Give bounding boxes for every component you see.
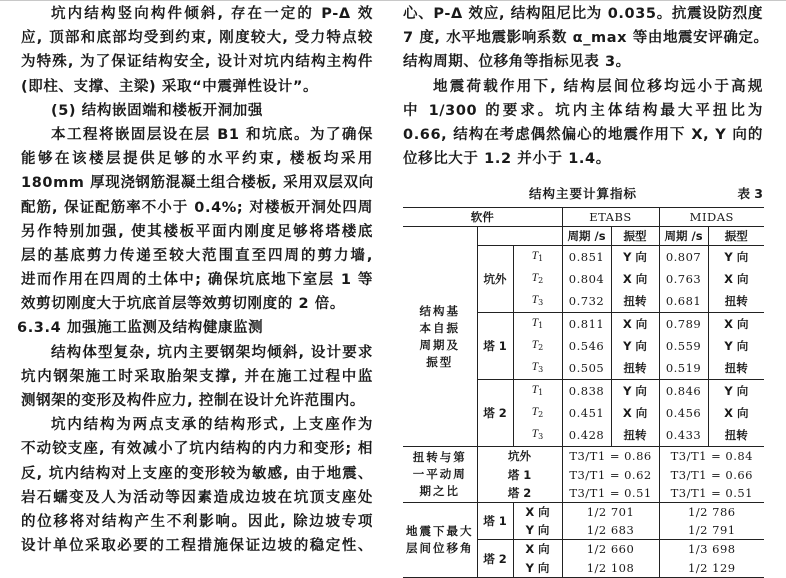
etabs-period: 0.851: [562, 246, 611, 269]
text-line: 本工程将嵌固层设在层 B1 和坑底。为了确保: [51, 126, 373, 143]
page-top-border: [0, 0, 786, 1]
text-line: 层的基底剪力传递至较大范围直至四周的剪力墙,: [21, 247, 373, 264]
table-caption: [403, 184, 763, 204]
label-line: 振型: [426, 354, 454, 369]
left-column: [17, 2, 374, 558]
midas-mode: Y 向: [708, 246, 764, 269]
etabs-period: 0.811: [562, 313, 611, 336]
period-index: 2: [538, 343, 544, 353]
period-symbol: T: [531, 250, 539, 263]
etabs-mode: Y 向: [611, 246, 659, 269]
right-column: [403, 2, 769, 171]
subheading-embedment: (5) 结构嵌固端和楼板开洞加强: [51, 102, 263, 119]
etabs-ratio: T3/T1 = 0.62: [562, 466, 659, 484]
text-line: 7 度, 水平地震影响系数 α_max 等由地震安评确定。: [403, 30, 769, 47]
midas-drift: 1/3 698: [659, 540, 764, 559]
paragraph-construction-monitoring: [21, 341, 373, 414]
text-line: 不动铰支座, 有效减小了坑内结构的内力和变形; 相: [21, 441, 373, 458]
table-title: 结构主要计算指标: [529, 186, 638, 201]
text-line: 能够在该楼层提供足够的水平约束, 楼板均采用: [21, 151, 373, 168]
period-symbol: T: [531, 272, 539, 285]
midas-ratio: T3/T1 = 0.51: [670, 485, 753, 500]
paragraph-vertical-members: [21, 2, 373, 99]
label-line: 期之比: [419, 484, 460, 499]
period-section-label: [403, 227, 477, 447]
midas-period: 0.846: [659, 380, 708, 403]
paragraph-seismic-drift: [403, 75, 763, 172]
text-line: 0.66, 结构在考虑偶然偏心的地震作用下 X, Y 向的: [403, 126, 763, 143]
period-symbol: T: [531, 339, 539, 352]
period-symbol: T: [531, 317, 539, 330]
midas-mode: Y 向: [724, 339, 749, 354]
direction: Y 向: [513, 521, 562, 540]
etabs-mode: X 向: [611, 402, 659, 424]
header-midas-mode: 振型: [708, 227, 764, 246]
period-index: 3: [538, 365, 544, 375]
direction: X 向: [513, 540, 562, 559]
etabs-mode: 扭转: [611, 357, 659, 380]
text-line: 应, 顶部和底部均受到约束, 刚度较大, 受力特点较: [21, 30, 373, 47]
structure-indicators-table: [403, 207, 764, 578]
paragraph-support-form: [21, 413, 373, 558]
etabs-period: 0.505: [562, 357, 611, 380]
ratio-row-name: 塔 1: [477, 466, 562, 484]
midas-period: 0.763: [659, 268, 708, 290]
label-line: 扭转与第: [412, 450, 467, 465]
midas-period: 0.519: [659, 357, 708, 380]
label-line: 本自振: [419, 320, 460, 335]
period-symbol: T: [531, 406, 539, 419]
label-line: 层间位移角: [406, 540, 474, 555]
text-line: (即柱、支撑、主梁) 采取“中震弹性设计”。: [21, 78, 319, 95]
ratio-section-label: [403, 447, 477, 503]
text-line: 另作特别加强, 使其楼板平面内刚度足够将塔楼底: [21, 223, 373, 240]
midas-ratio: T3/T1 = 0.66: [670, 467, 753, 482]
etabs-mode: X 向: [611, 313, 659, 336]
etabs-mode: Y 向: [611, 335, 659, 357]
etabs-period: 0.428: [562, 424, 611, 447]
period-index: 2: [538, 410, 544, 420]
label-line: 结构基: [419, 303, 460, 318]
etabs-drift: 1/2 701: [562, 502, 659, 521]
midas-mode: 扭转: [724, 294, 748, 309]
table-header-row-1: [403, 208, 764, 227]
etabs-ratio: T3/T1 = 0.51: [562, 484, 659, 503]
midas-mode: X 向: [724, 406, 749, 421]
empty-header-cell: [477, 227, 562, 246]
etabs-period: 0.451: [562, 402, 611, 424]
period-symbol: T: [531, 428, 539, 441]
midas-mode: X 向: [708, 313, 764, 336]
etabs-mode: 扭转: [611, 290, 659, 313]
text-line: 测钢架的变形及构件应力, 控制在设计允许范围内。: [21, 393, 365, 410]
label-line: 周期及: [419, 337, 460, 352]
label-line: 地震下最大: [406, 523, 474, 538]
etabs-period: 0.838: [562, 380, 611, 403]
group-name: 塔 2: [477, 540, 513, 577]
midas-drift: 1/2 791: [687, 523, 736, 538]
drift-section-label: [403, 502, 477, 577]
text-line: 坑内结构竖向构件倾斜, 存在一定的 P-Δ 效: [51, 6, 373, 22]
midas-period: 0.559: [659, 335, 708, 357]
midas-ratio: T3/T1 = 0.84: [659, 447, 764, 466]
text-line: 坑内钢架施工时采取胎架支撑, 并在施工过程中监: [21, 368, 373, 385]
ratio-row-name: 塔 2: [477, 484, 562, 503]
group-name: 塔 1: [477, 313, 513, 380]
text-line: 设计单位采取必要的工程措施保证边坡的稳定性、: [21, 538, 373, 555]
period-index: 1: [538, 321, 544, 331]
text-line: 效剪切刚度大于坑底首层等效剪切刚度的 2 倍。: [21, 296, 345, 313]
paragraph-damping: [403, 2, 769, 75]
midas-drift: 1/2 129: [659, 559, 764, 578]
group-name: 塔 2: [477, 380, 513, 447]
label-line: 一平动周: [412, 467, 467, 482]
midas-period: 0.433: [659, 424, 708, 447]
text-line: 180mm 厚现浇钢筋混凝土组合楼板, 采用双层双向: [21, 175, 374, 192]
table-row: [403, 447, 764, 466]
text-line: 心、P-Δ 效应, 结构阻尼比为 0.035。抗震设防烈度: [403, 6, 763, 22]
text-line: 坑内结构为两点支承的结构形式, 上支座作为: [51, 417, 373, 434]
direction: X 向: [513, 502, 562, 521]
group-name: 塔 1: [477, 502, 513, 539]
period-index: 1: [538, 254, 544, 264]
table-row: [403, 502, 764, 521]
paragraph-embedment: [21, 123, 373, 317]
etabs-drift: 1/2 660: [562, 540, 659, 559]
table-header-row-2: [403, 227, 764, 246]
ratio-row-name: 坑外: [477, 447, 562, 466]
period-index: 3: [538, 432, 544, 442]
midas-drift: 1/2 786: [659, 502, 764, 521]
text-line: 中 1/300 的要求。坑内主体结构最大平扭比为: [403, 102, 763, 119]
text-line: 进而作用在四周的土体中; 确保坑底地下室层 1 等: [21, 272, 373, 289]
period-symbol: T: [531, 294, 539, 307]
etabs-mode: Y 向: [611, 380, 659, 403]
midas-mode: Y 向: [708, 380, 764, 403]
midas-mode: X 向: [724, 272, 749, 287]
header-software: 软件: [403, 208, 562, 227]
midas-period: 0.456: [659, 402, 708, 424]
text-line: 位移比大于 1.2 并小于 1.4。: [403, 151, 611, 168]
etabs-ratio: T3/T1 = 0.86: [562, 447, 659, 466]
text-line: 反, 坑内结构对上支座的变形较为敏感, 由于地震、: [21, 465, 373, 482]
text-line: 结构周期、位移角等指标见表 3。: [403, 54, 631, 71]
direction: Y 向: [513, 559, 562, 578]
etabs-period: 0.732: [562, 290, 611, 313]
section-heading-6-3-4: 6.3.4 加强施工监测及结构健康监测: [17, 320, 264, 337]
header-etabs: ETABS: [562, 208, 659, 227]
text-line: 结构体型复杂, 坑内主要钢架均倾斜, 设计要求: [51, 344, 373, 361]
midas-mode: 扭转: [724, 428, 748, 443]
group-name: 坑外: [477, 246, 513, 313]
text-line: 为特殊, 为了保证结构安全, 设计对坑内结构主构件: [21, 54, 373, 71]
period-index: 2: [538, 276, 544, 286]
text-line: 的位移将对结构产生不利影响。因此, 除边坡专项: [21, 513, 373, 530]
header-etabs-mode: 振型: [611, 227, 659, 246]
text-line: 岩石蠕变及人为活动等因素造成边坡在坑顶支座处: [21, 489, 373, 506]
header-etabs-period: 周期 /s: [562, 227, 611, 246]
midas-period: 0.807: [659, 246, 708, 269]
etabs-mode: 扭转: [611, 424, 659, 447]
table-number: 表 3: [737, 186, 763, 201]
header-midas: MIDAS: [659, 208, 764, 227]
midas-period: 0.789: [659, 313, 708, 336]
midas-mode: 扭转: [724, 361, 748, 376]
etabs-period: 0.804: [562, 268, 611, 290]
period-symbol: T: [531, 361, 539, 374]
text-line: 地震荷载作用下, 结构层间位移均远小于高规: [433, 78, 763, 95]
etabs-mode: X 向: [611, 268, 659, 290]
etabs-drift: 1/2 108: [562, 559, 659, 578]
period-symbol: T: [531, 384, 539, 397]
text-line: 配筋, 保证配筋率不小于 0.4%; 对楼板开洞处四周: [21, 199, 373, 216]
midas-period: 0.681: [659, 290, 708, 313]
etabs-period: 0.546: [562, 335, 611, 357]
header-midas-period: 周期 /s: [659, 227, 708, 246]
period-index: 3: [538, 298, 544, 308]
period-index: 1: [538, 388, 544, 398]
etabs-drift: 1/2 683: [562, 521, 659, 540]
